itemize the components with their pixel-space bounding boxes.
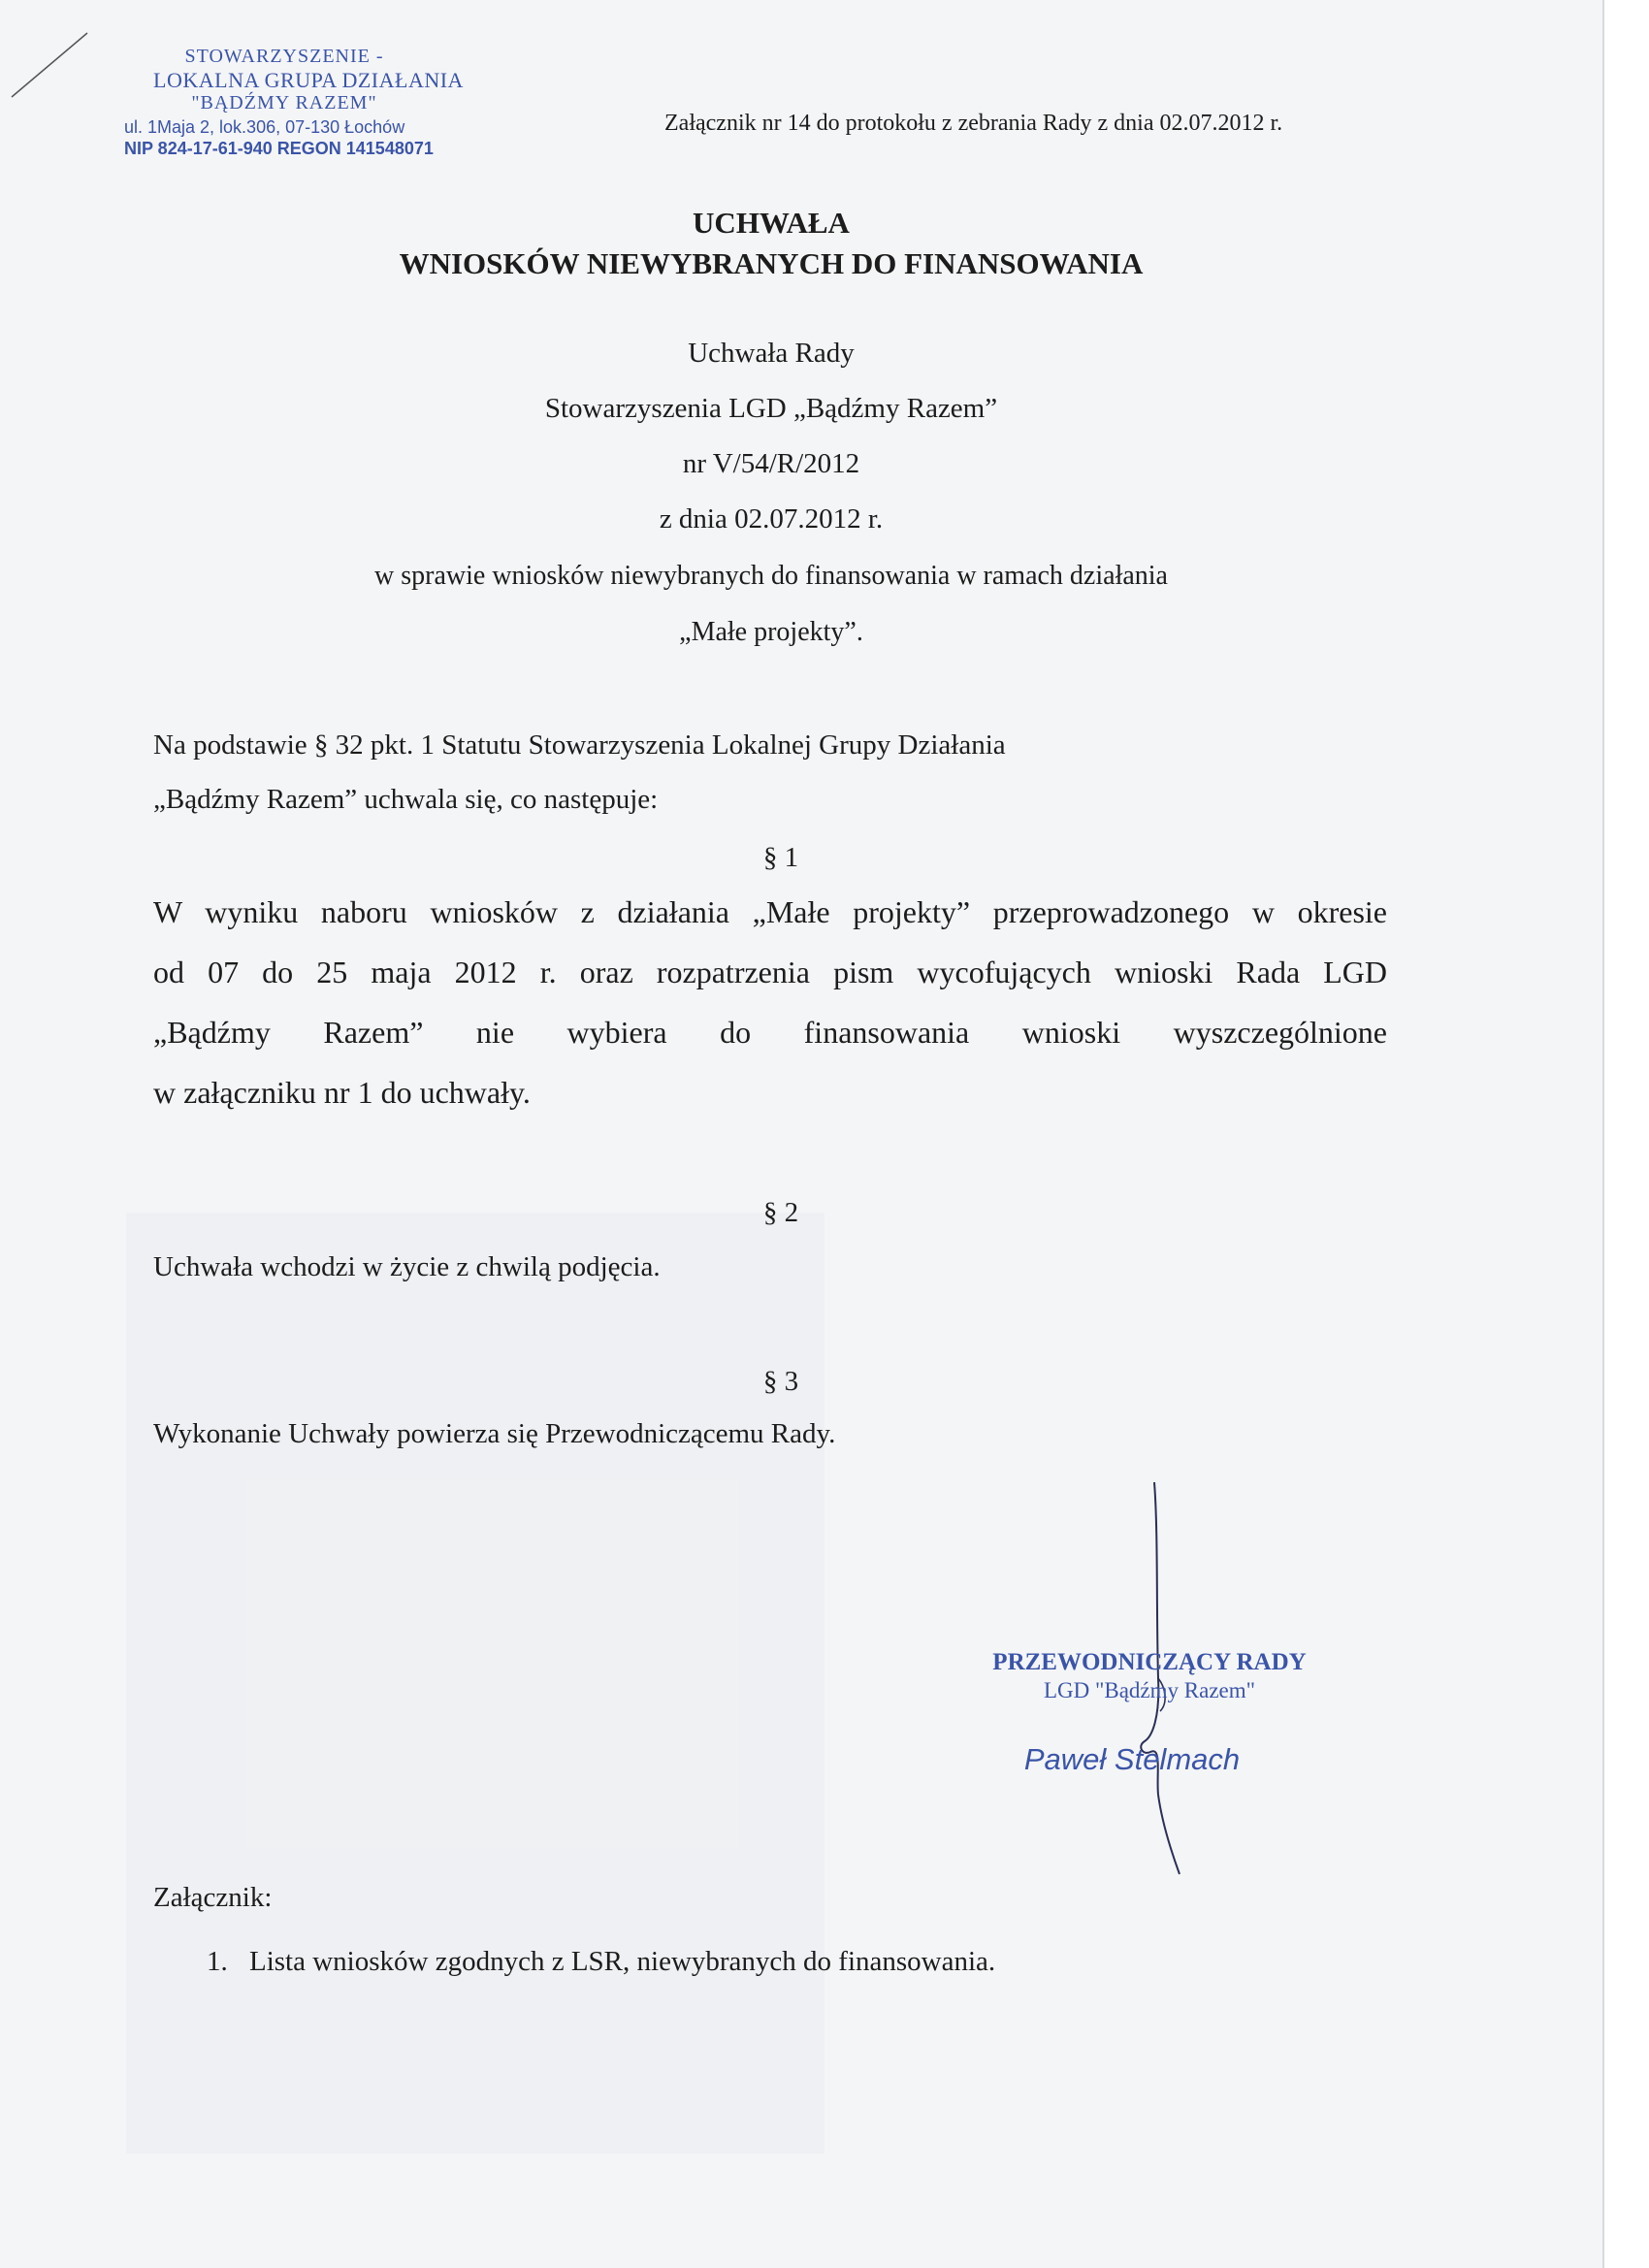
stamp-nip-regon: NIP 824-17-61-940 REGON 141548071 — [124, 139, 434, 158]
attachment-item-number: 1. — [207, 1946, 228, 1977]
attachment-item — [207, 1946, 995, 1978]
stamp-line-2: LOKALNA GRUPA DZIAŁANIA — [153, 68, 464, 92]
show-through-shadow — [126, 1213, 824, 2154]
chairman-stamp — [955, 1649, 1343, 1777]
section-2-heading: § 2 — [762, 1197, 799, 1228]
resolution-subject: w sprawie wniosków niewybranych do finansowania w ramach działania — [374, 561, 1168, 591]
section-3-heading: § 3 — [762, 1366, 799, 1397]
attachments-label: Załącznik: — [153, 1882, 273, 1913]
stamp-line-3: "BĄDŹMY RAZEM" — [191, 92, 377, 113]
intro-line-2: „Bądźmy Razem” uchwala się, co następuje: — [153, 784, 659, 815]
section-1-line-4: w załączniku nr 1 do uchwały. — [153, 1075, 531, 1110]
section-2-text: Uchwała wchodzi w życie z chwilą podjęcia. — [153, 1251, 661, 1282]
section-1-line-3: „Bądźmy Razem” nie wybiera do finansowania wnioski wyszczególnione — [153, 1015, 1387, 1050]
resolution-line-2: Stowarzyszenia LGD „Bądźmy Razem” — [544, 393, 998, 424]
section-1-heading: § 1 — [762, 842, 799, 873]
document-title: UCHWAŁA — [693, 206, 850, 240]
section-1-line-1: W wyniku naboru wniosków z działania „Małe projekty” przeprowadzonego w okresie — [153, 894, 1387, 929]
resolution-number: nr V/54/R/2012 — [682, 448, 860, 479]
resolution-line-1: Uchwała Rady — [688, 338, 855, 369]
section-1-line-2: od 07 do 25 maja 2012 r. oraz rozpatrzenia pism wycofujących wnioski Rada LGD — [153, 955, 1387, 989]
pen-mark — [8, 29, 95, 107]
chairman-title: PRZEWODNICZĄCY RADY — [992, 1649, 1307, 1675]
resolution-date: z dnia 02.07.2012 r. — [659, 503, 884, 535]
chairman-organization: LGD "Bądźmy Razem" — [1043, 1678, 1256, 1702]
stamp-address: ul. 1Maja 2, lok.306, 07-130 Łochów — [124, 117, 405, 137]
intro-line-1: Na podstawie § 32 pkt. 1 Statutu Stowarzyszenia Lokalnej Grupy Działania — [153, 729, 1006, 761]
section-3-text: Wykonanie Uchwały powierza się Przewodniczącemu Rady. — [153, 1418, 836, 1449]
document-subtitle: WNIOSKÓW NIEWYBRANYCH DO FINANSOWANIA — [399, 246, 1144, 280]
stamp-line-1: STOWARZYSZENIE - — [184, 46, 384, 67]
page-edge — [1602, 0, 1649, 2268]
attachment-item-text: Lista wniosków zgodnych z LSR, niewybranych do finansowania. — [249, 1946, 996, 1977]
chairman-name: Paweł Stelmach — [1023, 1742, 1241, 1776]
resolution-subject-cont: „Małe projekty”. — [679, 617, 863, 647]
attachment-reference: Załącznik nr 14 do protokołu z zebrania Rady z dnia 02.07.2012 r. — [664, 111, 1283, 136]
organization-stamp — [124, 47, 493, 157]
